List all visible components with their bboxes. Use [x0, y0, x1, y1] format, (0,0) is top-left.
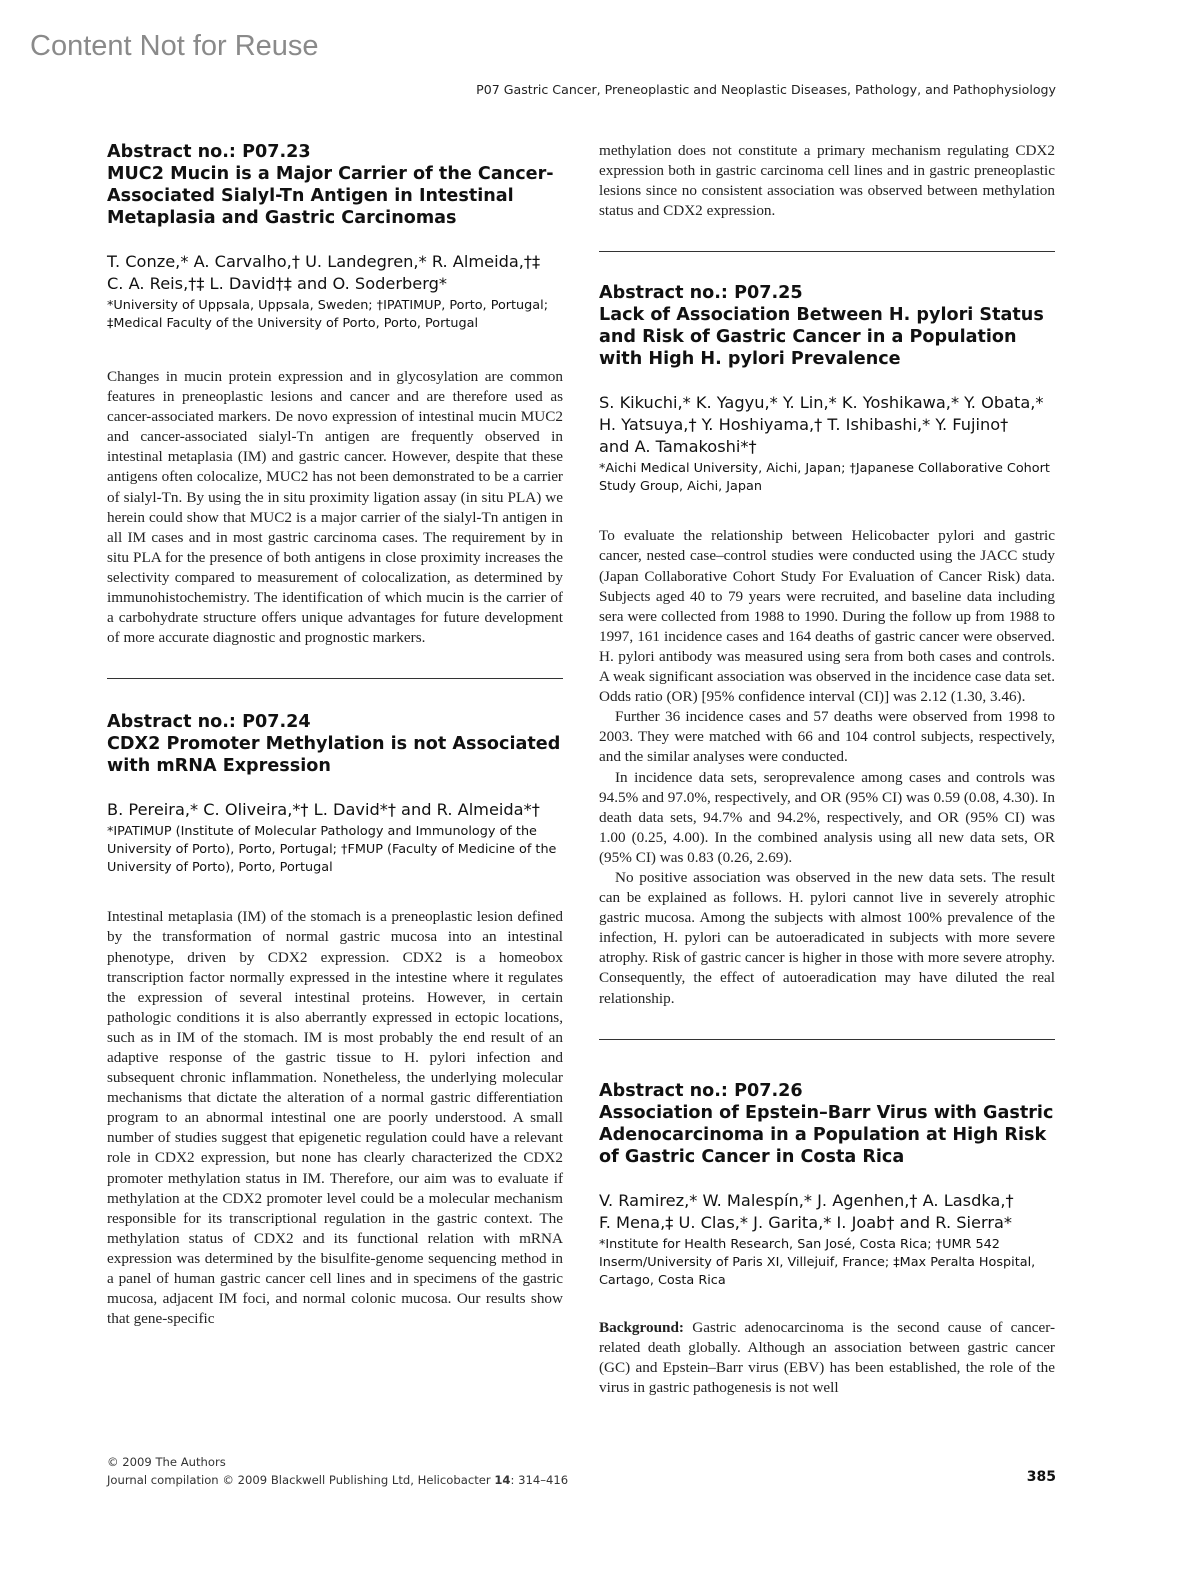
- journal-line: [107, 1471, 568, 1489]
- abstract-title: Association of Epstein–Barr Virus with Gastric Adenocarcinoma in a Population at High Risk of Gastric Cancer in Costa Rica: [599, 1102, 1054, 1167]
- watermark: Content Not for Reuse: [30, 30, 319, 62]
- body-paragraph: [599, 1318, 1055, 1398]
- author-list: [107, 799, 563, 821]
- abstract-body: [599, 526, 1055, 1008]
- copyright-line: © 2009 The Authors: [107, 1455, 226, 1469]
- footer-credits: [107, 1453, 568, 1489]
- journal-prefix: Journal compilation © 2009 Blackwell Publishing Ltd, Helicobacter: [107, 1473, 491, 1487]
- abstract-title: MUC2 Mucin is a Major Carrier of the Cancer-Associated Sialyl-Tn Antigen in Intestinal Metaplasia and Gastric Carcinomas: [107, 164, 554, 228]
- abstract-number: Abstract no.: P07.26: [599, 1080, 803, 1101]
- body-paragraph: No positive association was observed in the new data sets. The result can be explained as follows. H. pylori cannot live in severely atrophic gastric mucosa. Among the subjects with almost 100% prevalence of the infection, H. pylori can be autoeradicated in subjects with more severe atrophy. Risk of gastric cancer is higher in those with more severe atrophy. Consequently, the effect of autoeradication may have diluted the real relationship.: [599, 868, 1055, 1007]
- author-line: B. Pereira,* C. Oliveira,*† L. David*† and R. Almeida*†: [107, 800, 540, 820]
- journal-pages: : 314–416: [510, 1473, 569, 1487]
- abstract-title: CDX2 Promoter Methylation is not Associated with mRNA Expression: [107, 734, 561, 777]
- section-divider: [107, 678, 563, 679]
- author-list: [599, 1190, 1055, 1234]
- journal-volume: 14: [494, 1473, 511, 1487]
- author-line: and A. Tamakoshi*†: [599, 437, 757, 457]
- abstract-number: Abstract no.: P07.24: [107, 712, 311, 733]
- abstract-body: [599, 1318, 1055, 1398]
- body-paragraph: To evaluate the relationship between Helicobacter pylori and gastric cancer, nested case–control studies were conducted using the JACC study (Japan Collaborative Cohort Study For Evaluation of Cancer Risk) data. Subjects aged 40 to 79 years were recruited, and baseline data including sera were collected from 1988 to 1990. During the follow up from 1988 to 1997, 161 incidence cases and 164 deaths of gastric cancer were observed. H. pylori antibody was measured using sera from both cases and controls. A weak significant association was observed in the incidence case data set. Odds ratio (OR) [95% confidence interval (CI)] was 2.12 (1.30, 3.46).: [599, 527, 1055, 706]
- abstract-p07-23: [107, 141, 563, 648]
- author-list: [599, 392, 1055, 458]
- author-line: V. Ramirez,* W. Malespín,* J. Agenhen,† A. Lasdka,†: [599, 1190, 1014, 1210]
- body-paragraph: In incidence data sets, seroprevalence among cases and controls was 94.5% and 97.0%, respectively, and OR (95% CI) was 0.59 (0.08, 4.30). In death data sets, 94.7% and 94.2%, respectively, and OR (95% CI) was 1.00 (0.25, 4.00). In the combined analysis using all new data sets, OR (95% CI) was 0.83 (0.26, 2.69).: [599, 768, 1055, 866]
- abstract-number: Abstract no.: P07.23: [107, 142, 311, 162]
- body-paragraph: Intestinal metaplasia (IM) of the stomach is a preneoplastic lesion defined by the transformation of normal gastric mucosa into an intestinal phenotype, driven by CDX2 expression. CDX2 is a homeobox transcription factor normally expressed in the intestine where it regulates the expression of several intestinal proteins. However, in certain pathologic conditions it is also aberrantly expressed in ectopic locations, such as in IM of the stomach. IM is most probably the end result of an adaptive response of the gastric tissue to H. pylori infection and subsequent chronic inflammation. Nonetheless, the underlying molecular mechanisms that dictate the alteration of a normal gastric differentiation program to an abnormal intestinal one are poorly understood. A small number of studies suggest that epigenetic regulation could have a relevant role in CDX2 expression, but none has clearly characterized the CDX2 promoter methylation status in IM. Therefore, our aim was to evaluate if methylation at the CDX2 promoter level could be a molecular mechanism responsible for its transcriptional regulation in the gastric context. The methylation status of CDX2 and its functional relation with mRNA expression was determined by the bisulfite-genome sequencing method in a panel of human gastric cancer cell lines and in specimens of the gastric mucosa, adjacent IM foci, and normal colonic mucosa. Our results show that gene-specific: [107, 908, 563, 1328]
- affiliations: *IPATIMUP (Institute of Molecular Pathology and Immunology of the University of Porto), Porto, Portugal; †FMUP (Faculty of Medicine of the University of Porto), Porto, Portugal: [107, 824, 557, 876]
- section-divider: [599, 1039, 1055, 1040]
- abstract-title: Lack of Association Between H. pylori Status and Risk of Gastric Cancer in a Population with High H. pylori Prevalence: [599, 305, 1044, 370]
- affiliations: *Aichi Medical University, Aichi, Japan; †Japanese Collaborative Cohort Study Group, Aichi, Japan: [599, 461, 1050, 495]
- abstract-p07-25: [599, 282, 1055, 1008]
- abstract-p07-26: [599, 1080, 1055, 1398]
- abstract-p07-24: [107, 711, 563, 1329]
- body-paragraph: Changes in mucin protein expression and in glycosylation are common features in preneoplastic lesions and cancer and are therefore used as cancer-associated markers. De novo expression of intestinal mucin MUC2 and cancer-associated sialyl-Tn antigen are frequently observed in intestinal metaplasia (IM) and gastric cancer. However, despite that these antigens often colocalize, MUC2 has not been demonstrated to be a carrier of sialyl-Tn. By using the in situ proximity ligation assay (in situ PLA) we herein could show that MUC2 is a major carrier of the sialyl-Tn antigen in all IM cases and in most gastric carcinoma cases. The requirement by in situ PLA for the presence of both antigens in close proximity increases the selectivity compared to measurement of colocalization, as determined by immunohistochemistry. The identification of which mucin is the carrier of a carbohydrate structure offers unique advantages for future development of more accurate diagnostic and prognostic markers.: [107, 368, 563, 647]
- background-label: Background:: [599, 1318, 684, 1336]
- body-paragraph: Further 36 incidence cases and 57 deaths were observed from 1998 to 2003. They were matched with 66 and 104 control subjects, respectively, and the similar analyses were conducted.: [599, 708, 1055, 766]
- author-list: [107, 251, 563, 295]
- right-column: [599, 141, 1055, 1398]
- running-head: P07 Gastric Cancer, Preneoplastic and Neoplastic Diseases, Pathology, and Pathophysiology: [476, 82, 1056, 97]
- author-line: C. A. Reis,†‡ L. David†‡ and O. Soderberg*: [107, 274, 447, 293]
- abstract-body-continued: [599, 141, 1055, 221]
- abstract-body: [107, 367, 563, 648]
- page-number: 385: [1026, 1469, 1056, 1485]
- affiliations: *University of Uppsala, Uppsala, Sweden; †IPATIMUP, Porto, Portugal; ‡Medical Faculty of the University of Porto, Porto, Portugal: [107, 298, 549, 331]
- author-line: T. Conze,* A. Carvalho,† U. Landegren,* R. Almeida,†‡: [107, 252, 541, 271]
- abstract-body: [107, 907, 563, 1329]
- left-column: [107, 141, 563, 1329]
- author-line: S. Kikuchi,* K. Yagyu,* Y. Lin,* K. Yoshikawa,* Y. Obata,*: [599, 393, 1044, 413]
- section-divider: [599, 251, 1055, 252]
- background-text: Gastric adenocarcinoma is the second cause of cancer-related death globally. Although an association between gastric cancer (GC) and Epstein–Barr virus (EBV) has been established, the role of the virus in gastric pathogenesis is not well: [599, 1318, 1056, 1396]
- author-line: H. Yatsuya,† Y. Hoshiyama,† T. Ishibashi,* Y. Fujino†: [599, 415, 1009, 435]
- abstract-number: Abstract no.: P07.25: [599, 283, 803, 304]
- author-line: F. Mena,‡ U. Clas,* J. Garita,* I. Joab† and R. Sierra*: [599, 1212, 1013, 1232]
- body-paragraph: methylation does not constitute a primary mechanism regulating CDX2 expression both in gastric carcinoma cell lines and in gastric preneoplastic lesions since no consistent association was observed between methylation status and CDX2 expression.: [599, 142, 1055, 220]
- affiliations: *Institute for Health Research, San José, Costa Rica; †UMR 542 Inserm/University of Paris XI, Villejuif, France; ‡Max Peralta Hospital, Cartago, Costa Rica: [599, 1236, 1036, 1288]
